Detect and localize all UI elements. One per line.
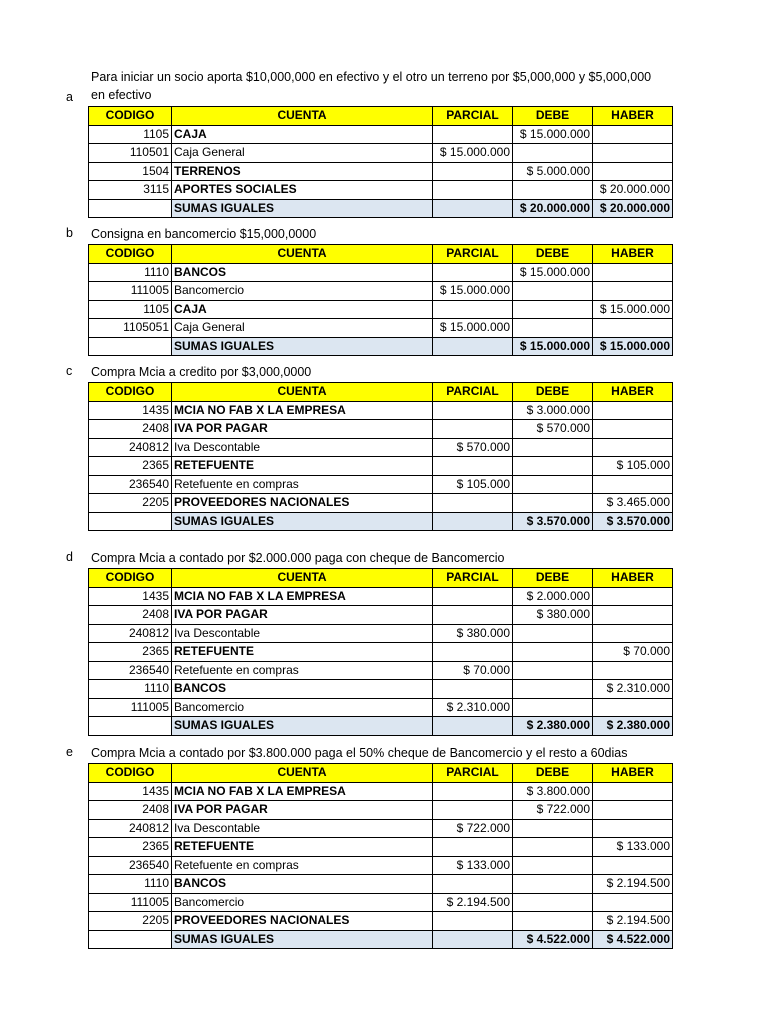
- totals-debe: $ 15.000.000: [513, 337, 593, 356]
- account-name: IVA POR PAGAR: [172, 606, 433, 625]
- totals-debe: $ 4.522.000: [513, 930, 593, 949]
- totals-blank: [89, 199, 172, 218]
- section-title-line: Para iniciar un socio aporta $10,000,000 en efectivo y el otro un terreno por $5,000,000 y $5,000,000: [91, 70, 652, 84]
- account-name: IVA POR PAGAR: [172, 801, 433, 820]
- haber-value: [593, 587, 673, 606]
- parcial-value: [433, 457, 513, 476]
- header-haber: HABER: [593, 245, 673, 264]
- debe-value: [513, 819, 593, 838]
- parcial-value: [433, 875, 513, 894]
- haber-value: $ 3.465.000: [593, 494, 673, 513]
- account-code: 111005: [89, 698, 172, 717]
- parcial-value: $ 15.000.000: [433, 282, 513, 301]
- table-row: [89, 319, 673, 338]
- parcial-value: [433, 125, 513, 144]
- section-title-line: Compra Mcia a contado por $3.800.000 paga el 50% cheque de Bancomercio y el resto a 60dias: [91, 746, 628, 760]
- account-name: MCIA NO FAB X LA EMPRESA: [172, 401, 433, 420]
- table-row: [89, 300, 673, 319]
- totals-parcial: [433, 337, 513, 356]
- header-debe: DEBE: [513, 107, 593, 126]
- table-row: [89, 838, 673, 857]
- table-row: [89, 698, 673, 717]
- parcial-value: [433, 606, 513, 625]
- table-row: [89, 494, 673, 513]
- parcial-value: $ 2.194.500: [433, 893, 513, 912]
- haber-value: $ 2.310.000: [593, 680, 673, 699]
- section-letter: d: [66, 550, 73, 564]
- haber-value: $ 70.000: [593, 643, 673, 662]
- debe-value: [513, 875, 593, 894]
- haber-value: [593, 856, 673, 875]
- totals-row: [89, 512, 673, 531]
- account-name: MCIA NO FAB X LA EMPRESA: [172, 782, 433, 801]
- parcial-value: [433, 162, 513, 181]
- haber-value: [593, 606, 673, 625]
- totals-row: [89, 199, 673, 218]
- header-row: [89, 764, 673, 783]
- totals-row: [89, 717, 673, 736]
- totals-row: [89, 930, 673, 949]
- haber-value: [593, 624, 673, 643]
- debe-value: $ 3.000.000: [513, 401, 593, 420]
- table-row: [89, 782, 673, 801]
- account-name: APORTES SOCIALES: [172, 181, 433, 200]
- debe-value: [513, 475, 593, 494]
- header-parcial: PARCIAL: [433, 383, 513, 402]
- totals-row: [89, 337, 673, 356]
- totals-haber: $ 3.570.000: [593, 512, 673, 531]
- debe-value: $ 15.000.000: [513, 263, 593, 282]
- totals-parcial: [433, 512, 513, 531]
- debe-value: [513, 319, 593, 338]
- header-haber: HABER: [593, 383, 673, 402]
- account-code: 1504: [89, 162, 172, 181]
- parcial-value: $ 380.000: [433, 624, 513, 643]
- header-haber: HABER: [593, 569, 673, 588]
- table-row: [89, 144, 673, 163]
- header-codigo: CODIGO: [89, 245, 172, 264]
- account-code: 2365: [89, 838, 172, 857]
- totals-label: SUMAS IGUALES: [172, 717, 433, 736]
- parcial-value: $ 570.000: [433, 438, 513, 457]
- debe-value: [513, 282, 593, 301]
- header-row: [89, 245, 673, 264]
- table-row: [89, 801, 673, 820]
- haber-value: [593, 125, 673, 144]
- haber-value: $ 20.000.000: [593, 181, 673, 200]
- table-row: [89, 606, 673, 625]
- table-row: [89, 661, 673, 680]
- section-letter: b: [66, 226, 73, 240]
- section-title-line: Compra Mcia a credito por $3,000,0000: [91, 365, 312, 379]
- haber-value: [593, 661, 673, 680]
- totals-label: SUMAS IGUALES: [172, 512, 433, 531]
- parcial-value: $ 70.000: [433, 661, 513, 680]
- debe-value: [513, 698, 593, 717]
- header-cuenta: CUENTA: [172, 569, 433, 588]
- debe-value: [513, 181, 593, 200]
- account-code: 1110: [89, 680, 172, 699]
- account-code: 111005: [89, 282, 172, 301]
- parcial-value: [433, 401, 513, 420]
- table-row: [89, 125, 673, 144]
- header-codigo: CODIGO: [89, 383, 172, 402]
- haber-value: $ 105.000: [593, 457, 673, 476]
- totals-blank: [89, 930, 172, 949]
- table-row: [89, 912, 673, 931]
- table-row: [89, 819, 673, 838]
- account-code: 1435: [89, 587, 172, 606]
- account-name: Retefuente en compras: [172, 856, 433, 875]
- haber-value: [593, 162, 673, 181]
- section-letter: a: [66, 90, 73, 104]
- debe-value: $ 380.000: [513, 606, 593, 625]
- parcial-value: $ 15.000.000: [433, 144, 513, 163]
- account-name: RETEFUENTE: [172, 457, 433, 476]
- haber-value: [593, 819, 673, 838]
- header-haber: HABER: [593, 107, 673, 126]
- account-name: MCIA NO FAB X LA EMPRESA: [172, 587, 433, 606]
- account-code: 111005: [89, 893, 172, 912]
- account-code: 1105051: [89, 319, 172, 338]
- parcial-value: [433, 181, 513, 200]
- account-code: 236540: [89, 661, 172, 680]
- account-code: 1105: [89, 125, 172, 144]
- debe-value: [513, 494, 593, 513]
- totals-debe: $ 3.570.000: [513, 512, 593, 531]
- debe-value: [513, 838, 593, 857]
- header-debe: DEBE: [513, 764, 593, 783]
- debe-value: [513, 661, 593, 680]
- totals-blank: [89, 337, 172, 356]
- header-debe: DEBE: [513, 569, 593, 588]
- table-row: [89, 181, 673, 200]
- parcial-value: [433, 643, 513, 662]
- ledger-table-a: [88, 106, 673, 218]
- account-code: 240812: [89, 438, 172, 457]
- debe-value: $ 3.800.000: [513, 782, 593, 801]
- table-row: [89, 624, 673, 643]
- account-name: BANCOS: [172, 680, 433, 699]
- header-cuenta: CUENTA: [172, 107, 433, 126]
- header-cuenta: CUENTA: [172, 245, 433, 264]
- haber-value: [593, 144, 673, 163]
- debe-value: [513, 144, 593, 163]
- debe-value: [513, 643, 593, 662]
- parcial-value: [433, 801, 513, 820]
- table-row: [89, 438, 673, 457]
- table-row: [89, 282, 673, 301]
- account-name: Bancomercio: [172, 893, 433, 912]
- account-name: CAJA: [172, 125, 433, 144]
- account-name: Retefuente en compras: [172, 661, 433, 680]
- table-row: [89, 680, 673, 699]
- account-name: BANCOS: [172, 263, 433, 282]
- parcial-value: $ 15.000.000: [433, 319, 513, 338]
- header-row: [89, 107, 673, 126]
- account-name: PROVEEDORES NACIONALES: [172, 494, 433, 513]
- account-name: Retefuente en compras: [172, 475, 433, 494]
- header-cuenta: CUENTA: [172, 764, 433, 783]
- parcial-value: $ 105.000: [433, 475, 513, 494]
- account-code: 236540: [89, 856, 172, 875]
- account-code: 236540: [89, 475, 172, 494]
- parcial-value: [433, 300, 513, 319]
- debe-value: [513, 680, 593, 699]
- parcial-value: [433, 838, 513, 857]
- account-code: 2408: [89, 606, 172, 625]
- haber-value: [593, 698, 673, 717]
- account-name: Caja General: [172, 319, 433, 338]
- section-title-line: en efectivo: [91, 88, 152, 102]
- section-c-title: [91, 363, 311, 381]
- debe-value: [513, 856, 593, 875]
- totals-parcial: [433, 930, 513, 949]
- account-name: Iva Descontable: [172, 438, 433, 457]
- totals-parcial: [433, 717, 513, 736]
- debe-value: $ 570.000: [513, 420, 593, 439]
- header-parcial: PARCIAL: [433, 764, 513, 783]
- totals-blank: [89, 512, 172, 531]
- header-row: [89, 569, 673, 588]
- haber-value: [593, 401, 673, 420]
- debe-value: $ 722.000: [513, 801, 593, 820]
- section-e-title: [91, 744, 627, 762]
- account-code: 1110: [89, 875, 172, 894]
- haber-value: $ 2.194.500: [593, 875, 673, 894]
- header-row: [89, 383, 673, 402]
- haber-value: $ 133.000: [593, 838, 673, 857]
- account-name: Caja General: [172, 144, 433, 163]
- account-code: 1105: [89, 300, 172, 319]
- account-name: IVA POR PAGAR: [172, 420, 433, 439]
- parcial-value: [433, 263, 513, 282]
- table-row: [89, 893, 673, 912]
- table-row: [89, 162, 673, 181]
- debe-value: $ 2.000.000: [513, 587, 593, 606]
- ledger-table-d: [88, 568, 673, 736]
- parcial-value: [433, 680, 513, 699]
- account-code: 1110: [89, 263, 172, 282]
- header-debe: DEBE: [513, 383, 593, 402]
- haber-value: $ 2.194.500: [593, 912, 673, 931]
- account-name: TERRENOS: [172, 162, 433, 181]
- section-b-title: [91, 225, 316, 243]
- ledger-table-c: [88, 382, 673, 531]
- debe-value: $ 15.000.000: [513, 125, 593, 144]
- totals-label: SUMAS IGUALES: [172, 930, 433, 949]
- haber-value: [593, 263, 673, 282]
- debe-value: [513, 457, 593, 476]
- account-code: 2205: [89, 494, 172, 513]
- account-name: Iva Descontable: [172, 819, 433, 838]
- header-cuenta: CUENTA: [172, 383, 433, 402]
- account-code: 2408: [89, 801, 172, 820]
- debe-value: $ 5.000.000: [513, 162, 593, 181]
- account-code: 240812: [89, 819, 172, 838]
- account-code: 2365: [89, 457, 172, 476]
- debe-value: [513, 912, 593, 931]
- totals-label: SUMAS IGUALES: [172, 337, 433, 356]
- table-row: [89, 457, 673, 476]
- account-code: 2365: [89, 643, 172, 662]
- table-row: [89, 263, 673, 282]
- totals-haber: $ 20.000.000: [593, 199, 673, 218]
- haber-value: [593, 319, 673, 338]
- debe-value: [513, 893, 593, 912]
- account-code: 2205: [89, 912, 172, 931]
- parcial-value: [433, 587, 513, 606]
- account-name: PROVEEDORES NACIONALES: [172, 912, 433, 931]
- table-row: [89, 475, 673, 494]
- account-code: 2408: [89, 420, 172, 439]
- account-name: CAJA: [172, 300, 433, 319]
- debe-value: [513, 624, 593, 643]
- parcial-value: [433, 494, 513, 513]
- table-row: [89, 587, 673, 606]
- totals-blank: [89, 717, 172, 736]
- section-letter: e: [66, 745, 73, 759]
- table-row: [89, 420, 673, 439]
- haber-value: [593, 475, 673, 494]
- ledger-table-b: [88, 244, 673, 356]
- debe-value: [513, 300, 593, 319]
- haber-value: [593, 282, 673, 301]
- section-d-title: [91, 549, 504, 567]
- account-name: BANCOS: [172, 875, 433, 894]
- parcial-value: [433, 420, 513, 439]
- account-name: Bancomercio: [172, 698, 433, 717]
- totals-haber: $ 15.000.000: [593, 337, 673, 356]
- parcial-value: [433, 782, 513, 801]
- table-row: [89, 401, 673, 420]
- account-name: RETEFUENTE: [172, 838, 433, 857]
- account-name: RETEFUENTE: [172, 643, 433, 662]
- account-code: 3115: [89, 181, 172, 200]
- account-name: Bancomercio: [172, 282, 433, 301]
- header-codigo: CODIGO: [89, 107, 172, 126]
- totals-haber: $ 4.522.000: [593, 930, 673, 949]
- totals-debe: $ 2.380.000: [513, 717, 593, 736]
- header-codigo: CODIGO: [89, 764, 172, 783]
- haber-value: $ 15.000.000: [593, 300, 673, 319]
- account-code: 1435: [89, 401, 172, 420]
- account-name: Iva Descontable: [172, 624, 433, 643]
- header-haber: HABER: [593, 764, 673, 783]
- debe-value: [513, 438, 593, 457]
- parcial-value: $ 722.000: [433, 819, 513, 838]
- haber-value: [593, 438, 673, 457]
- header-codigo: CODIGO: [89, 569, 172, 588]
- header-parcial: PARCIAL: [433, 245, 513, 264]
- account-code: 1435: [89, 782, 172, 801]
- header-parcial: PARCIAL: [433, 569, 513, 588]
- header-parcial: PARCIAL: [433, 107, 513, 126]
- ledger-table-e: [88, 763, 673, 949]
- section-letter: c: [66, 364, 73, 378]
- haber-value: [593, 782, 673, 801]
- totals-debe: $ 20.000.000: [513, 199, 593, 218]
- section-title-line: Consigna en bancomercio $15,000,0000: [91, 227, 317, 241]
- table-row: [89, 875, 673, 894]
- haber-value: [593, 801, 673, 820]
- table-row: [89, 856, 673, 875]
- table-row: [89, 643, 673, 662]
- totals-parcial: [433, 199, 513, 218]
- haber-value: [593, 420, 673, 439]
- parcial-value: [433, 912, 513, 931]
- header-debe: DEBE: [513, 245, 593, 264]
- section-a-title: [91, 68, 651, 104]
- account-code: 110501: [89, 144, 172, 163]
- parcial-value: $ 133.000: [433, 856, 513, 875]
- parcial-value: $ 2.310.000: [433, 698, 513, 717]
- haber-value: [593, 893, 673, 912]
- account-code: 240812: [89, 624, 172, 643]
- section-title-line: Compra Mcia a contado por $2.000.000 paga con cheque de Bancomercio: [91, 551, 505, 565]
- totals-haber: $ 2.380.000: [593, 717, 673, 736]
- totals-label: SUMAS IGUALES: [172, 199, 433, 218]
